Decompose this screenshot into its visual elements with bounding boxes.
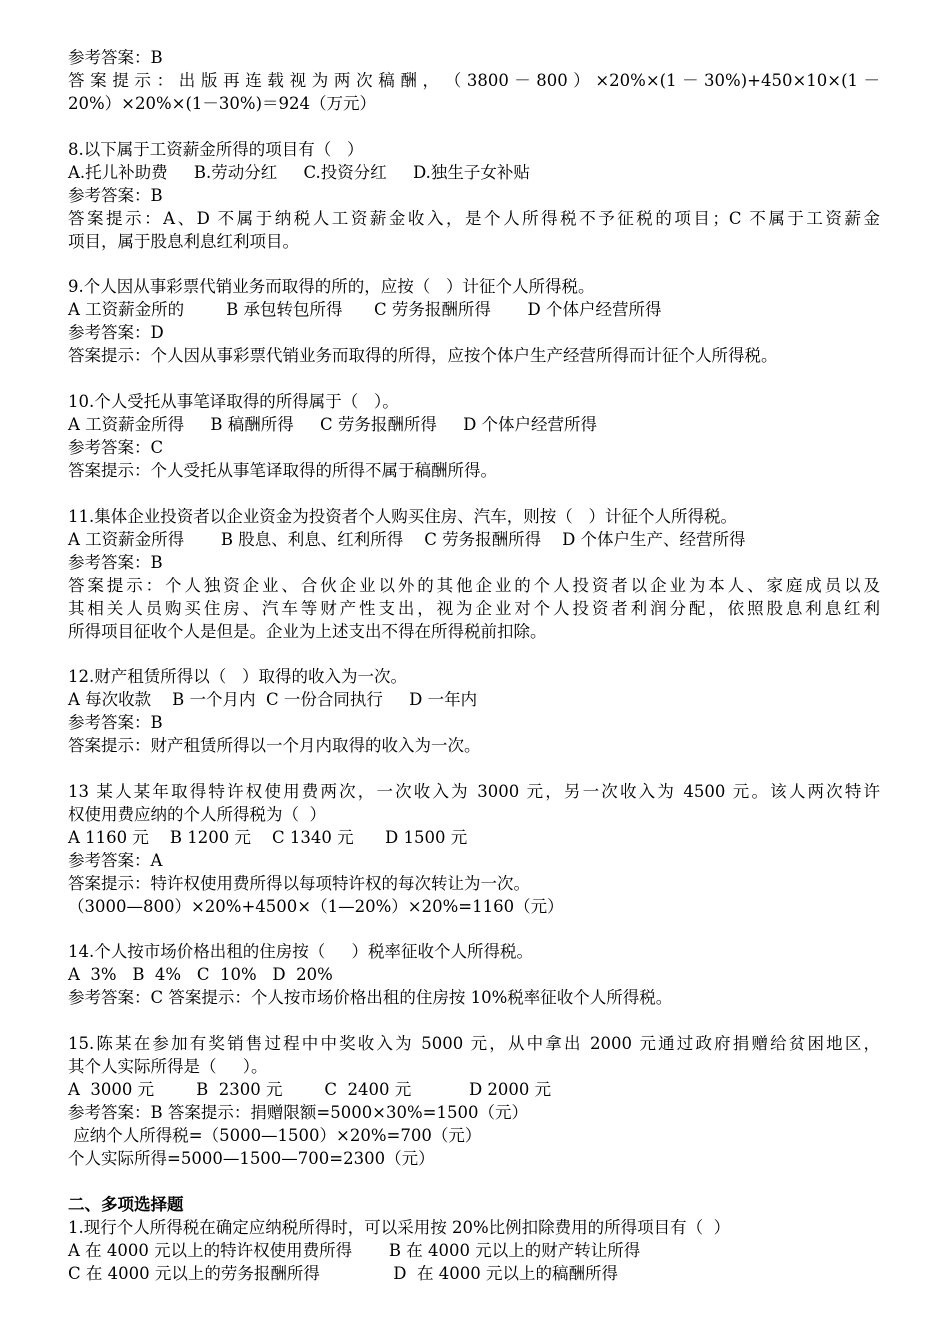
hint-line: 20%）×20%×(1－30%)＝924（万元） (68, 94, 377, 113)
hint-line: 答案提示：个人受托从事笔译取得的所得不属于稿酬所得。 (68, 461, 497, 480)
answer-line: 参考答案：B (68, 48, 163, 67)
options-line: A 工资薪金所得 B 稿酬所得 C 劳务报酬所得 D 个体户经营所得 (68, 415, 598, 434)
answer-line: 参考答案：D (68, 323, 164, 342)
question-11: 11.集体企业投资者以企业资金为投资者个人购买住房、汽车，则按（ ）计征个人所得税。 (68, 507, 737, 526)
question-13: 13 某人某年取得特许权使用费两次，一次收入为 3000 元，另一次收入为 4500 元。该人两次特许 (68, 782, 880, 801)
hint-line: 项目，属于股息利息红利项目。 (68, 232, 299, 251)
options-line: A 每次收款 B 一个月内 C 一份合同执行 D 一年内 (68, 690, 478, 709)
section-heading: 二、多项选择题 (68, 1195, 184, 1214)
hint-line: 答案提示：个人独资企业、合伙企业以外的其他企业的个人投资者以企业为本人、家庭成员以及 (68, 576, 880, 595)
options-line: A 在 4000 元以上的特许权使用费所得 B 在 4000 元以上的财产转让所得 (68, 1241, 641, 1260)
answer-line: 参考答案：C 答案提示：个人按市场价格出租的住房按 10%税率征收个人所得税。 (68, 988, 673, 1007)
options-line: C 在 4000 元以上的劳务报酬所得 D 在 4000 元以上的稿酬所得 (68, 1264, 618, 1283)
question-15-cont: 其个人实际所得是（ ）。 (68, 1057, 268, 1076)
hint-line: 所得项目征收个人是但是。企业为上述支出不得在所得税前扣除。 (68, 622, 547, 641)
hint-line: 个人实际所得=5000—1500—700=2300（元） (68, 1149, 435, 1168)
hint-line: 答案提示：A、D 不属于纳税人工资薪金收入，是个人所得税不予征税的项目；C 不属于工资薪金 (68, 209, 880, 228)
hint-line: 答案提示：财产租赁所得以一个月内取得的收入为一次。 (68, 736, 481, 755)
question-14: 14.个人按市场价格出租的住房按（ ）税率征收个人所得税。 (68, 942, 533, 961)
answer-line: 参考答案：A (68, 851, 163, 870)
answer-line: 参考答案：C (68, 438, 164, 457)
options-line: A 1160 元 B 1200 元 C 1340 元 D 1500 元 (68, 828, 468, 847)
options-line: A 3000 元 B 2300 元 C 2400 元 D 2000 元 (68, 1080, 552, 1099)
question-12: 12.财产租赁所得以（ ）取得的收入为一次。 (68, 667, 407, 686)
hint-line: （3000—800）×20%+4500×（1—20%）×20%=1160（元） (68, 897, 564, 916)
answer-line: 参考答案：B (68, 186, 163, 205)
hint-line: 应纳个人所得税=（5000—1500）×20%=700（元） (68, 1126, 482, 1145)
answer-line: 参考答案：B (68, 553, 163, 572)
question-15: 15.陈某在参加有奖销售过程中中奖收入为 5000 元，从中拿出 2000 元通过政府捐赠给贫困地区， (68, 1034, 880, 1053)
answer-line: 参考答案：B 答案提示：捐赠限额=5000×30%=1500（元） (68, 1103, 529, 1122)
hint-line: 答案提示：特许权使用费所得以每项特许权的每次转让为一次。 (68, 874, 530, 893)
answer-line: 参考答案：B (68, 713, 163, 732)
question-10: 10.个人受托从事笔译取得的所得属于（ ）。 (68, 392, 399, 411)
hint-line: 答 案 提 示 ： 出 版 再 连 载 视 为 两 次 稿 酬 ， （ 3800 － 800 ） ×20%×(1 － 30%)+450×10×(1 － (68, 71, 880, 90)
question-multi-1: 1.现行个人所得税在确定应纳税所得时，可以采用按 20%比例扣除费用的所得项目有（ ） (68, 1218, 731, 1237)
options-line: A 工资薪金所得 B 股息、利息、红利所得 C 劳务报酬所得 D 个体户生产、经营所得 (68, 530, 746, 549)
question-9: 9.个人因从事彩票代销业务而取得的所的，应按（ ）计征个人所得税。 (68, 277, 595, 296)
options-line: A 3% B 4% C 10% D 20% (68, 965, 333, 984)
question-8: 8.以下属于工资薪金所得的项目有（ ） (68, 140, 364, 159)
options-line: A 工资薪金所的 B 承包转包所得 C 劳务报酬所得 D 个体户经营所得 (68, 300, 662, 319)
options-line: A.托儿补助费 B.劳动分红 C.投资分红 D.独生子女补贴 (68, 163, 530, 182)
hint-line: 答案提示：个人因从事彩票代销业务而取得的所得，应按个体户生产经营所得而计征个人所得税。 (68, 346, 778, 365)
question-13-cont: 权使用费应纳的个人所得税为（ ） (68, 805, 326, 824)
hint-line: 其相关人员购买住房、汽车等财产性支出，视为企业对个人投资者利润分配，依照股息利息红利 (68, 599, 880, 618)
